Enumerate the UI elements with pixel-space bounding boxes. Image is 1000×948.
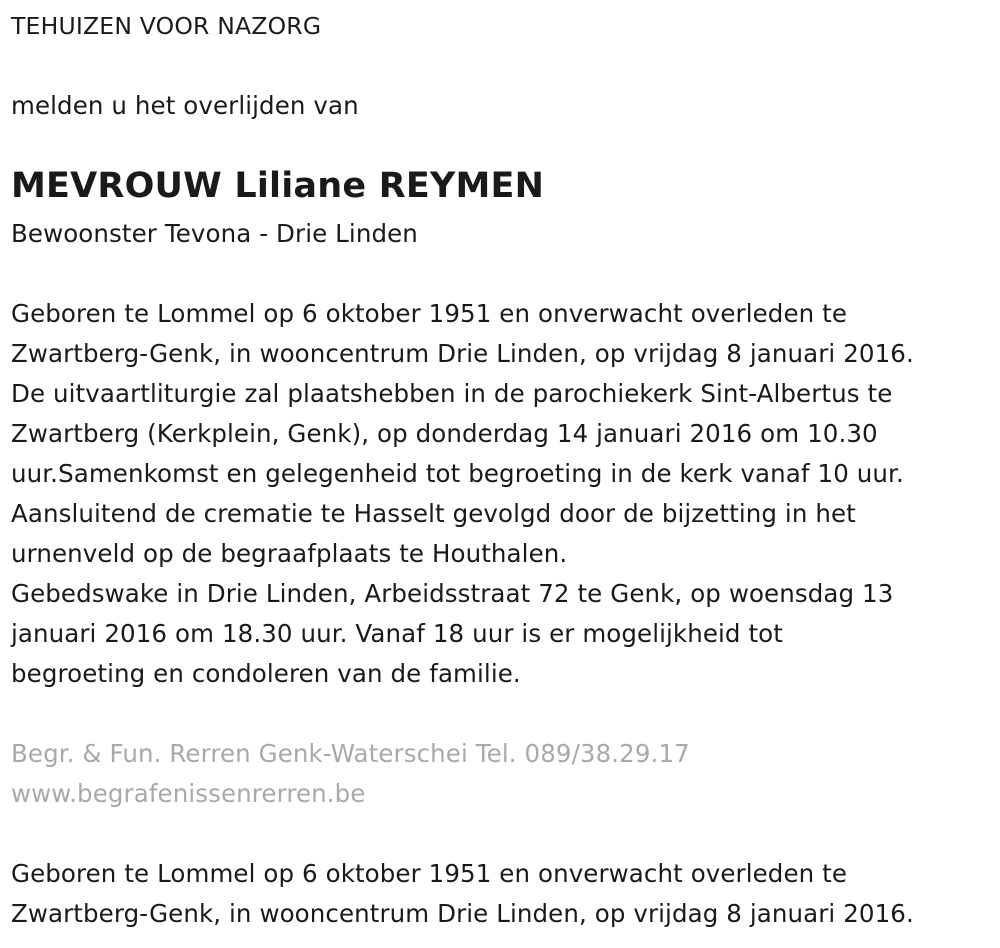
residence-text: Bewoonster Tevona - Drie Linden [11, 219, 418, 248]
body-line: uur.Samenkomst en gelegenheid tot begroeting in de kerk vanaf 10 uur. [11, 459, 904, 488]
deceased-name: MEVROUW Liliane REYMEN [11, 166, 545, 206]
funeral-home-website: www.begrafenissenrerren.be [11, 779, 366, 808]
funeral-home-contact: Begr. & Fun. Rerren Genk-Waterschei Tel. 089/38.29.17 [11, 739, 690, 768]
repeated-excerpt [11, 854, 914, 934]
funeral-home-info [11, 734, 690, 814]
body-line: Gebedswake in Drie Linden, Arbeidsstraat 72 te Genk, op woensdag 13 [11, 579, 894, 608]
excerpt-line: Zwartberg-Genk, in wooncentrum Drie Linden, op vrijdag 8 januari 2016. [11, 899, 914, 928]
body-line: Aansluitend de crematie te Hasselt gevolgd door de bijzetting in het [11, 499, 856, 528]
body-line: Zwartberg (Kerkplein, Genk), op donderdag 14 januari 2016 om 10.30 [11, 419, 878, 448]
body-line: urnenveld op de begraafplaats te Houthalen. [11, 539, 568, 568]
organization-header: TEHUIZEN VOOR NAZORG [11, 12, 322, 40]
body-line: begroeting en condoleren van de familie. [11, 659, 521, 688]
obituary-body [11, 294, 914, 694]
body-line: januari 2016 om 18.30 uur. Vanaf 18 uur is er mogelijkheid tot [11, 619, 783, 648]
intro-text: melden u het overlijden van [11, 91, 359, 120]
excerpt-line: Geboren te Lommel op 6 oktober 1951 en onverwacht overleden te [11, 859, 848, 888]
body-line: De uitvaartliturgie zal plaatshebben in de parochiekerk Sint-Albertus te [11, 379, 893, 408]
body-line: Zwartberg-Genk, in wooncentrum Drie Linden, op vrijdag 8 januari 2016. [11, 339, 914, 368]
body-line: Geboren te Lommel op 6 oktober 1951 en onverwacht overleden te [11, 299, 848, 328]
